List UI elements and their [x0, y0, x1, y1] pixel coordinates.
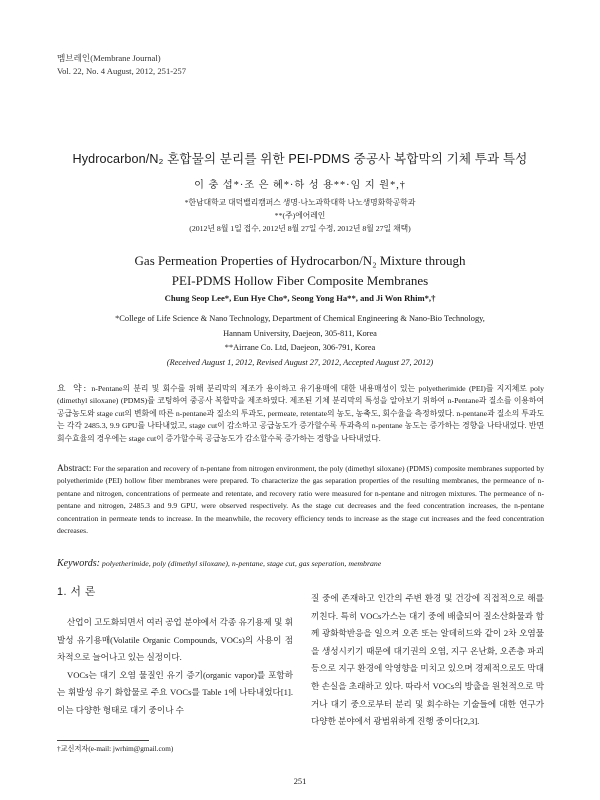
section-heading: 1. 서 론	[57, 586, 96, 598]
english-abstract-label: Abstract:	[57, 464, 92, 474]
body-paragraph-2: VOCs는 대기 오염 물질인 유기 증기(organic vapor)를 포함하는 휘발성 유기 화합물로 주요 VOCs를 Table 1에 나타내었다[1]. 이는 다양한 형태로 대기 중이나 수	[57, 669, 293, 715]
english-affiliation-3: **Airrane Co. Ltd, Daejeon, 306-791, Korea	[224, 343, 376, 352]
korean-title: Hydrocarbon/N₂ 혼합물의 분리를 위한 PEI-PDMS 중공사 복합막의 기체 투과 특성	[72, 152, 528, 166]
footnote-divider	[57, 740, 149, 741]
keywords-text: polyetherimide, poly (dimethyl siloxane), n-pentane, stage cut, gas seperation, membrane	[101, 559, 382, 568]
body-paragraph-1: 산업이 고도화되면서 여러 공업 분야에서 각종 유기용제 및 휘발성 유기용매(Volatile Organic Compounds, VOCs)의 사용이 점차적으로 늘어나고 있는 실정이다.	[57, 617, 293, 663]
english-received: (Received August 1, 2012, Revised August 27, 2012, Accepted August 27, 2012)	[166, 357, 434, 367]
body-right-column: 질 중에 존재하고 인간의 주변 환경 및 건강에 직접적으로 해를 끼친다. 특히 VOCs가스는 대기 중에 배출되어 질소산화물과 함께 광화학반응을 일으켜 오존 또는 알데히드와 같이 2차 오염물을 생성시키기 때문에 대기권의 오염, 지구 온난화, 오존층 파괴 등으로 지구 환경에 악영향을 미치고 있으며 경제적으로도 막대한 손실을 초래하고 있다. 따라서 VOCs의 방출을 원천적으로 막거나 대기 중으로부터 분리 및 회수하는 기술들에 대한 연구가 다양한 분야에서 광범위하게 진행 중이다[2,3].	[311, 593, 544, 727]
korean-authors: 이 충 섭*·조 은 혜*·하 성 용**·임 지 원*,†	[194, 180, 406, 191]
korean-abstract	[57, 382, 544, 445]
english-title	[0, 251, 600, 291]
english-affiliation-2: Hannam University, Daejeon, 305-811, Korea	[223, 328, 377, 338]
english-title-line-2: PEI-PDMS Hollow Fiber Composite Membranes	[171, 273, 429, 288]
english-abstract	[57, 463, 544, 537]
korean-abstract-text: n-Pentane의 분리 및 회수를 위해 분리막의 제조가 용이하고 유기용매에 대한 내용매성이 있는 polyetherimide (PEI)를 지지체로 poly (dimethyl siloxane) (PDMS)를 코팅하여 중공사 복합막을 제조하였다. 제조된 기체 분리막의 특성을 알아보기 위하여 n-Pentane과 질소를 이용하여 공급농도와 stage cut의 변화에 따른 n-pentane과 질소의 투과도, permeate, retentate의 농도, 농축도, 회수율을 측정하였다. n-pentane과 질소의 투과도는 각각 2485.3, 9.9 GPU를 나타내었고, stage cut이 감소하고 공급농도가 증가할수록 투과측의 n-pentane 농도는 증가하는 경향을 나타내었다. 반면 회수효율의 경우에는 stage cut이 증가할수록 공급농도가 감소할수록 증가하는 경향을 나타내었다.	[57, 384, 544, 443]
korean-affiliation-2: **(주)에어레인	[274, 211, 326, 220]
keywords-label: Keywords:	[57, 558, 100, 569]
journal-header	[57, 52, 186, 78]
footnote: †교신저자(e-mail: jwrhim@gmail.com)	[57, 745, 174, 753]
english-authors: Chung Seop Lee*, Eun Hye Cho*, Seong Yong Ha**, and Ji Won Rhim*,†	[164, 293, 436, 303]
korean-affiliation-1: *한남대학교 대덕밸리캠퍼스 생명·나노과학대학 나노생명화학공학과	[184, 198, 416, 207]
korean-abstract-label: 요 약:	[57, 383, 89, 393]
english-affiliations	[0, 312, 600, 370]
keywords	[57, 558, 544, 569]
korean-affiliations	[0, 196, 600, 235]
korean-received: (2012년 8월 1일 접수, 2012년 8월 27일 수정, 2012년 8월 27일 채택)	[189, 224, 411, 233]
journal-issue: Vol. 22, No. 4 August, 2012, 251-257	[57, 66, 186, 76]
body-left-column	[57, 614, 293, 720]
journal-name: 멤브레인(Membrane Journal)	[57, 53, 161, 63]
english-title-line-1: Gas Permeation Properties of Hydrocarbon/N₂ Mixture through	[134, 253, 466, 268]
english-affiliation-1: *College of Life Science & Nano Technology, Department of Chemical Engineering & Nano-Bio Technology,	[115, 314, 485, 323]
page-number: 251	[293, 777, 307, 786]
english-abstract-text: For the separation and recovery of n-pentane from nitrogen environment, the poly (dimethyl siloxane) (PDMS) composite membranes supported by polyetherimide (PEI) hollow fiber membranes were prepared. To characterize the gas separation properties of the resulting membranes, the permeance of n-pentane and nitrogen, concentrations of permeate and retentate, and recovery ratio were measured for n-pentane and nitrogen mixtures. The permeance of n-pentane and nitrogen, 2485.3 and 9.9 GPU, were observed respectively. As the stage cut decreases and the feed concentration increases, the n-pentane concentration in permeate tends to increase. In the meanwhile, the recovery efficiency tends to increase as the stage cut increases and the feed concentration decreases.	[57, 464, 544, 536]
